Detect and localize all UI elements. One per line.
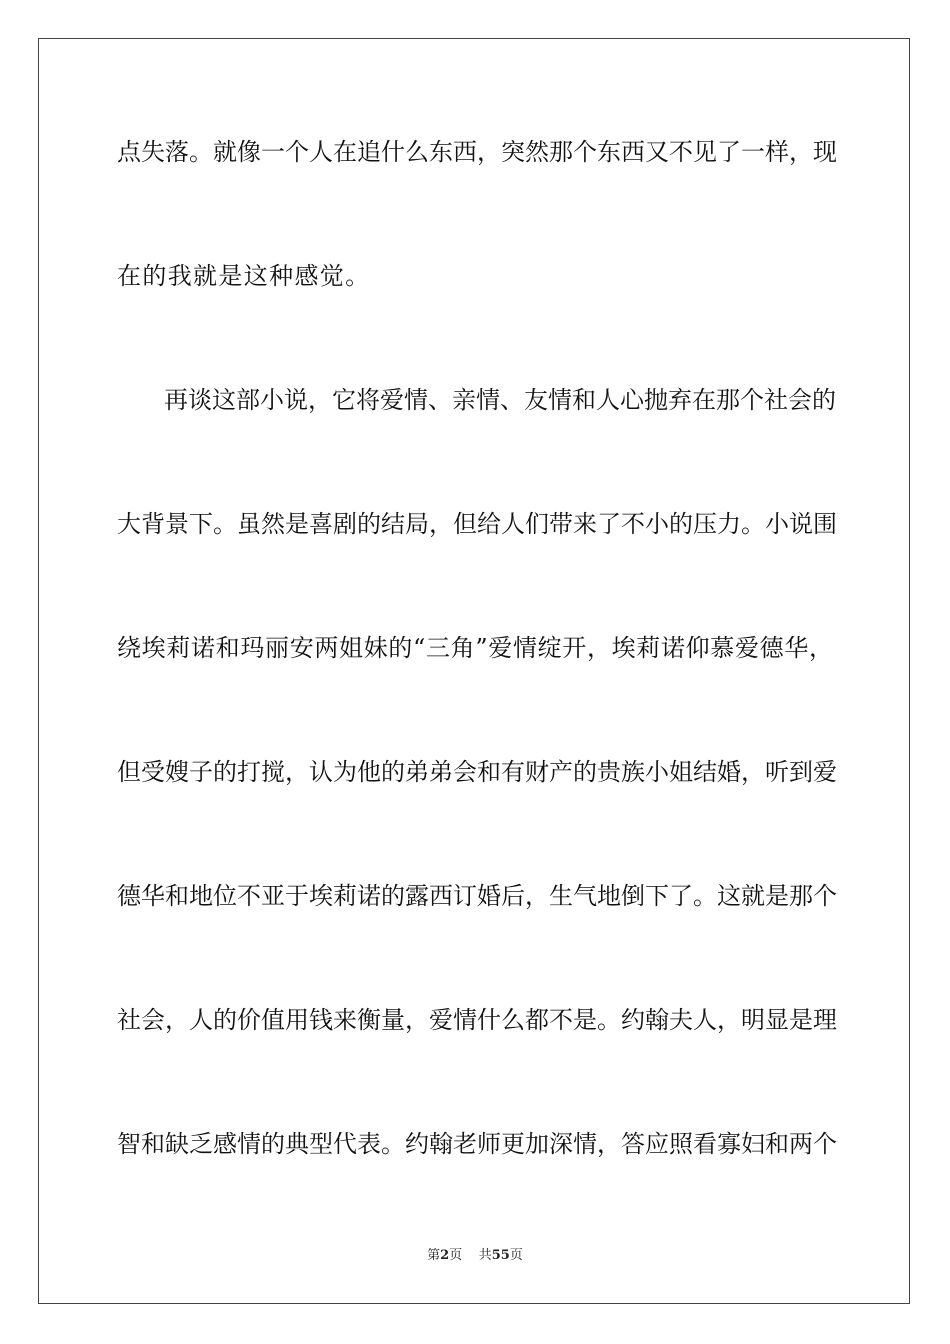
total-suffix: 页 xyxy=(509,1248,523,1263)
page-suffix: 页 xyxy=(449,1248,463,1263)
total-pages: 55 xyxy=(491,1248,510,1263)
page-prefix: 第 xyxy=(427,1248,441,1263)
text-line: 社会，人的价值用钱来衡量，爱情什么都不是。约翰夫人，明显是理 xyxy=(117,1006,837,1034)
total-prefix: 共 xyxy=(478,1248,492,1263)
text-line: 在的我就是这种感觉。 xyxy=(117,262,371,290)
text-line: 但受嫂子的打搅，认为他的弟弟会和有财产的贵族小姐结婚，听到爱 xyxy=(117,758,837,786)
page-border xyxy=(38,38,910,1304)
page-number: 2 xyxy=(440,1248,450,1263)
paragraph-first-line: 再谈这部小说，它将爱情、亲情、友情和人心抛弃在那个社会的 xyxy=(164,386,836,414)
text-line: 智和缺乏感情的典型代表。约翰老师更加深情，答应照看寡妇和两个 xyxy=(117,1130,837,1158)
text-line: 德华和地位不亚于埃莉诺的露西订婚后，生气地倒下了。这就是那个 xyxy=(117,882,837,910)
text-line: 点失落。就像一个人在追什么东西，突然那个东西又不见了一样，现 xyxy=(117,138,837,166)
page-footer xyxy=(0,1248,950,1264)
text-line: 绕埃莉诺和玛丽安两姐妹的“三角”爱情绽开，埃莉诺仰慕爱德华， xyxy=(117,634,833,662)
text-line: 大背景下。虽然是喜剧的结局，但给人们带来了不小的压力。小说围 xyxy=(117,510,837,538)
